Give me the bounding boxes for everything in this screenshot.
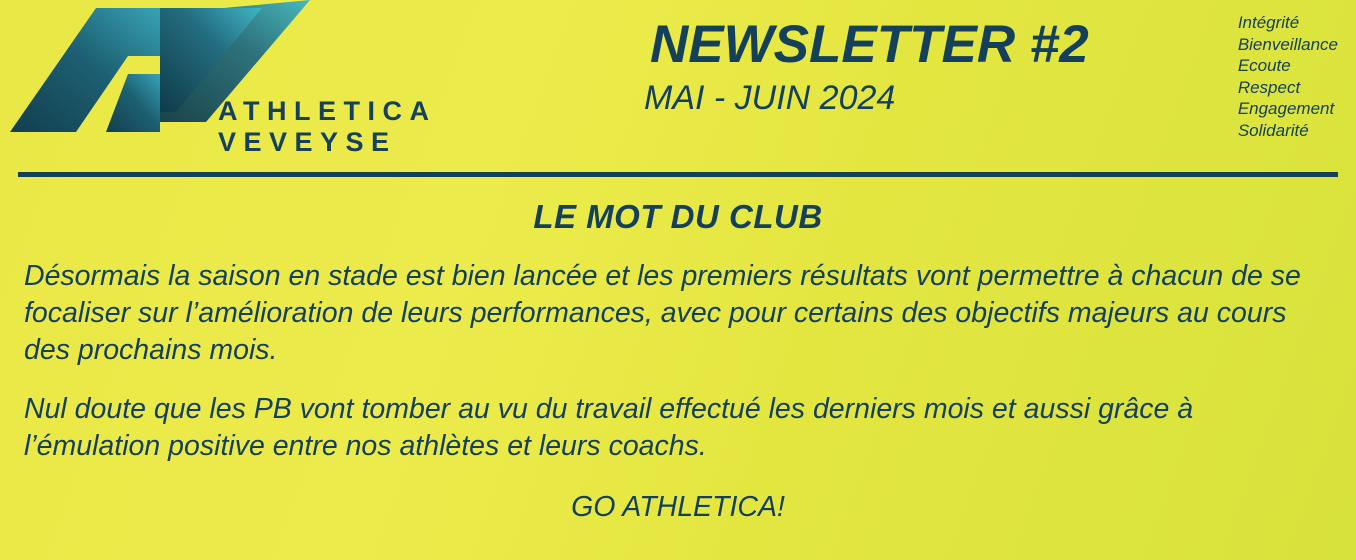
value-item: Ecoute xyxy=(1237,56,1291,76)
logo-wordmark: ATHLETICA VEVEYSE xyxy=(218,96,436,157)
newsletter-header xyxy=(0,0,1356,165)
club-logo xyxy=(0,0,600,157)
value-item: Solidarité xyxy=(1237,120,1309,140)
value-item: Intégrité xyxy=(1237,13,1300,32)
value-item: Respect xyxy=(1237,77,1301,97)
newsletter-body xyxy=(0,190,1356,524)
closing-line: GO ATHLETICA! xyxy=(571,491,785,524)
paragraph: Désormais la saison en stade est bien lancée et les premiers résultats vont permettre à chacun de se focaliser sur l’amélioration de leurs performances, avec pour certains des objectifs majeurs au cours des prochains mois. xyxy=(24,260,1301,367)
club-values-list xyxy=(1238,12,1338,141)
newsletter-period: MAI - JUIN 2024 xyxy=(644,79,896,117)
value-item: Engagement xyxy=(1237,99,1335,119)
page-title: NEWSLETTER #2 xyxy=(650,15,1089,74)
section-title: LE MOT DU CLUB xyxy=(533,198,823,235)
paragraph: Nul doute que les PB vont tomber au vu du travail effectué les derniers mois et aussi grâce à l’émulation positive entre nos athlètes et leurs coachs. xyxy=(24,393,1194,463)
header-divider xyxy=(18,172,1338,177)
value-item: Bienveillance xyxy=(1237,34,1338,54)
newsletter-title-block xyxy=(600,14,1200,118)
